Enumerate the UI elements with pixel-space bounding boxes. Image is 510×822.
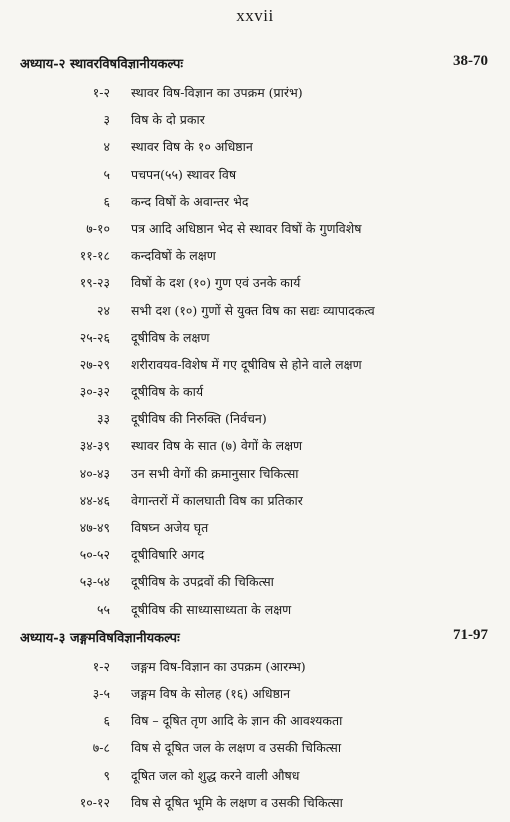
verse-number: ४ [103,139,110,155]
toc-entry [0,298,510,325]
verse-number: ६ [103,193,110,209]
entry-text: विष के दो प्रकार [131,112,205,128]
entry-text: कन्दविषों के लक्षण [131,248,216,264]
entry-text: दूषित जल को शुद्ध करने वाली औषध [131,767,300,783]
toc-entry [0,352,510,379]
entry-text: विष से दूषित जल के लक्षण व उसकी चिकित्सा [131,740,342,756]
verse-number: ३ [103,112,110,128]
verse-number: १९-२३ [79,275,110,291]
verse-number: १-२ [92,85,110,100]
entry-text: पत्र आदि अधिष्ठान भेद से स्थावर विषों के गुणविशेष [131,220,362,236]
entry-text: उन सभी वेगों की क्रमानुसार चिकित्सा [131,465,299,481]
toc-entry [0,681,510,708]
toc-entry [0,107,510,134]
toc-entry [0,515,510,542]
chapter-title: अध्याय-२ स्थावरविषविज्ञानीयकल्पः [20,57,184,72]
entry-text: पचपन(५५) स्थावर विष [131,166,237,182]
toc-entry [0,708,510,735]
verse-number: २७-२९ [79,356,110,372]
verse-number: ३४-३९ [79,438,110,454]
toc-entry [0,461,510,488]
chapter-heading [0,52,510,78]
chapter-page-range: 38-70 [453,53,488,69]
verse-number: ७-८ [92,740,110,756]
verse-number: २४ [96,302,110,318]
entry-text: दूषीविष के उपद्रवों की चिकित्सा [131,574,274,590]
chapter-page-range: 71-97 [453,626,488,643]
entry-text: स्थावर विष-विज्ञान का उपक्रम (प्रारंभ) [131,85,303,100]
verse-number: ३-५ [92,685,110,701]
entry-text: कन्द विषों के अवान्तर भेद [131,193,249,209]
verse-number: ९ [103,767,110,783]
verse-number: ६ [103,713,110,729]
entry-text: विषों के दश (१०) गुण एवं उनके कार्य [131,275,301,291]
toc-entry [0,488,510,515]
verse-number: २५-२६ [79,329,110,345]
verse-number: ७-१० [86,220,110,236]
verse-number: ३३ [96,411,110,427]
entry-text: दूषीविष के लक्षण [131,329,210,345]
toc-entry [0,597,510,624]
entry-text: वेगान्तरों में कालघाती विष का प्रतिकार [131,492,303,508]
chapter-title: अध्याय-३ जङ्गमविषविज्ञानीयकल्पः [20,630,180,646]
verse-number: ५ [103,166,110,182]
entry-text: जङ्गम विष के सोलह (१६) अधिष्ठान [131,685,291,701]
entry-text: दूषीविष की निरुक्ति (निर्वचन) [131,411,267,427]
entry-text: विष – दूषित तृण आदि के ज्ञान की आवश्यकता [131,713,343,729]
chapter-heading [0,626,510,652]
toc-entry [0,763,510,790]
toc-entry [0,270,510,297]
verse-number: ५५ [96,601,110,617]
toc-entry [0,162,510,189]
toc-entry [0,80,510,107]
entry-text: विषघ्न अजेय घृत [131,520,209,535]
entry-text: दूषीविषारि अगद [131,547,205,563]
entry-text: शरीरावयव-विशेष में गए दूषीविष से होने वाले लक्षण [131,356,362,372]
toc-entry [0,216,510,243]
verse-number: १०-१२ [79,794,110,810]
verse-number: ५०-५२ [79,547,110,563]
verse-number: ४७-४९ [79,520,110,535]
verse-number: ४४-४६ [79,492,110,508]
toc-entry [0,325,510,352]
toc-entry [0,542,510,569]
verse-number: ११-१८ [79,248,110,264]
table-of-contents [0,52,510,817]
verse-number: ४०-४३ [79,465,110,481]
toc-entry [0,243,510,270]
entry-text: स्थावर विष के १० अधिष्ठान [131,139,253,155]
verse-number: ५३-५४ [79,574,110,590]
entry-text: विष से दूषित भूमि के लक्षण व उसकी चिकित्सा [131,794,343,810]
entry-text: जङ्गम विष-विज्ञान का उपक्रम (आरम्भ) [131,658,306,674]
entry-text: स्थावर विष के सात (७) वेगों के लक्षण [131,438,303,454]
toc-entry [0,406,510,433]
toc-entry [0,735,510,762]
entry-text: सभी दश (१०) गुणों से युक्त विष का सद्यः व्यापादकत्व [131,302,375,318]
toc-entry [0,379,510,406]
entry-text: दूषीविष के कार्य [131,384,204,400]
verse-number: १-२ [92,658,110,674]
toc-entry [0,433,510,460]
toc-entry [0,189,510,216]
verse-number: ३०-३२ [79,384,110,400]
toc-entry [0,569,510,596]
toc-entry [0,790,510,817]
toc-entry [0,654,510,681]
toc-entry [0,134,510,161]
page-number: xxvii [236,6,274,25]
entry-text: दूषीविष की साध्यासाध्यता के लक्षण [131,601,292,617]
